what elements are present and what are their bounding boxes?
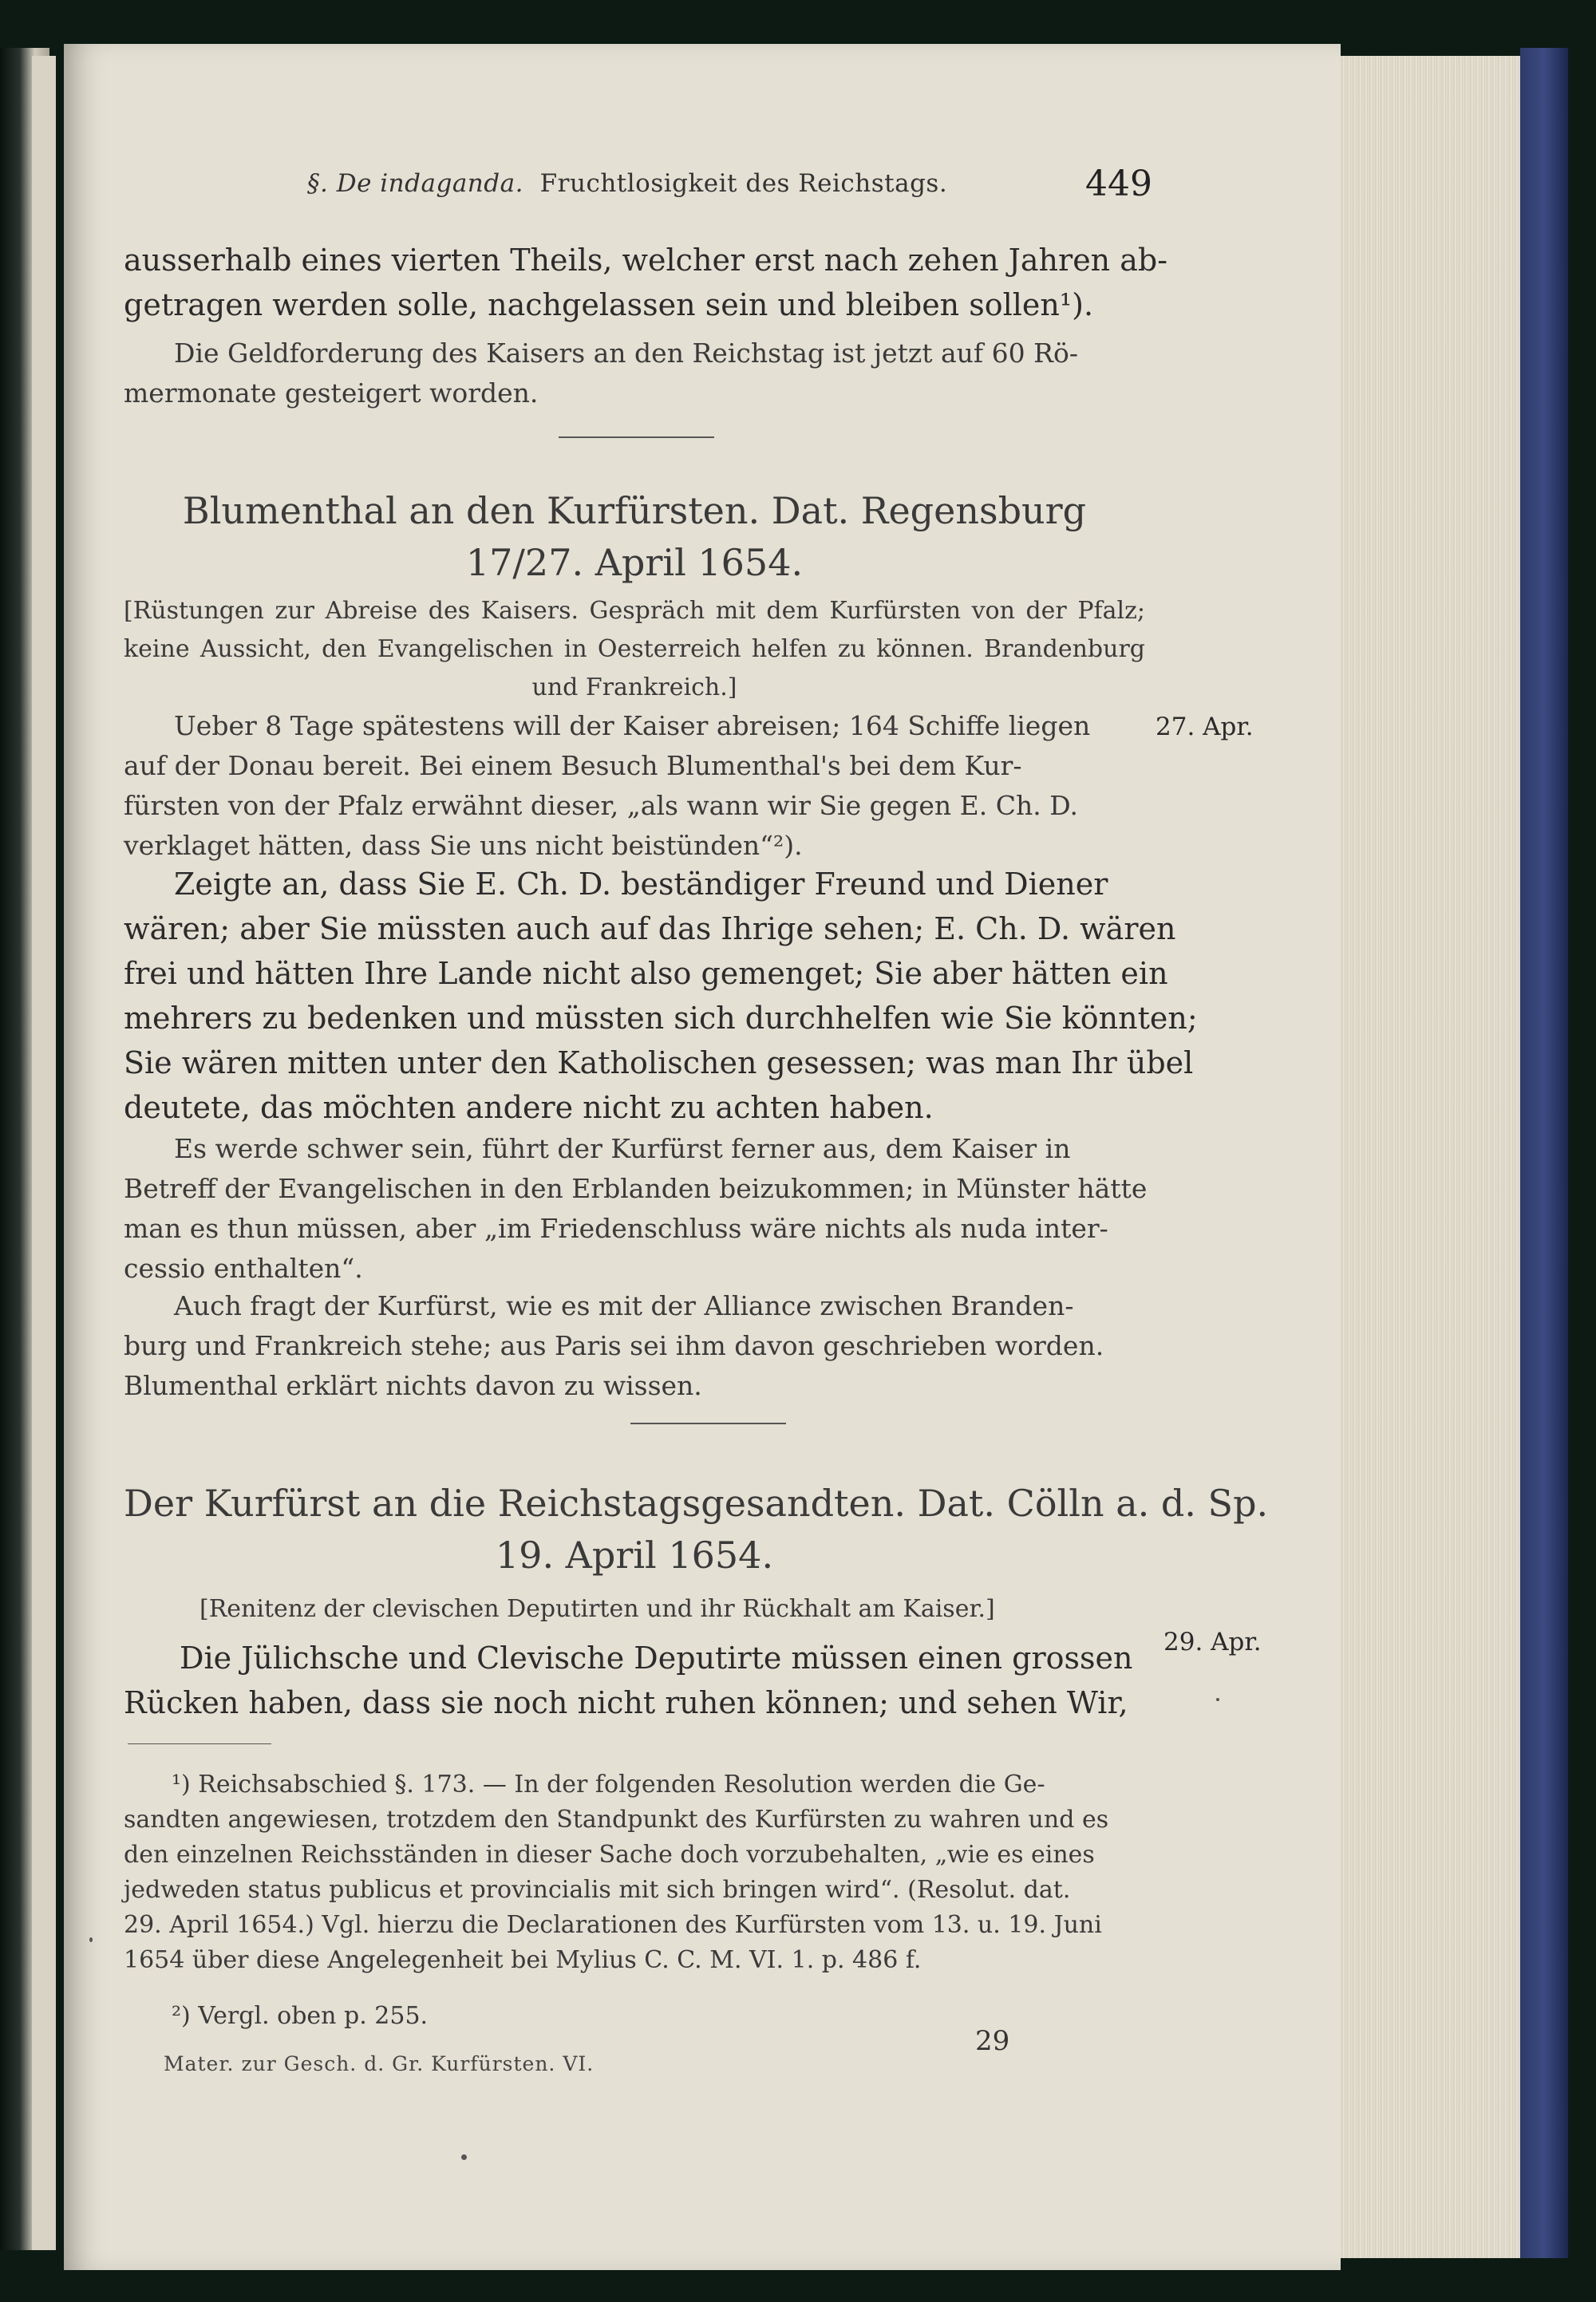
text-line: sandten angewiesen, trotzdem den Standpunkt des Kurfürsten zu wahren und es (124, 1806, 1109, 1834)
text-line: jedweden status publicus et provincialis mit sich bringen wird“. (Resolut. dat. (124, 1876, 1071, 1904)
letter-heading: Blumenthal an den Kurfürsten. Dat. Regensburg (182, 489, 1087, 532)
text-line: deutete, das möchten andere nicht zu achten haben. (124, 1090, 934, 1125)
text-line: ausserhalb eines vierten Theils, welcher erst nach zehen Jahren ab- (124, 243, 1168, 278)
text-line: mehrers zu bedenken und müssten sich durchhelfen wie Sie könnten; (124, 1001, 1198, 1036)
letter-summary: [Rüstungen zur Abreise des Kaisers. Gespräch mit dem Kurfürsten von der Pfalz; keine Aussicht, den Evangelischen in Oesterreich helfen zu können. Brandenburg und Frankreich.] (124, 597, 1145, 701)
text-line: cessio enthalten“. (124, 1253, 363, 1284)
text-line: man es thun müssen, aber „im Friedenschluss wäre nichts als nuda inter- (124, 1213, 1108, 1244)
text-line: 29. April 1654.) Vgl. hierzu die Declarationen des Kurfürsten vom 13. u. 19. Juni (124, 1911, 1102, 1939)
paragraph (124, 1129, 1148, 1289)
text-line: Betreff der Evangelischen in den Erblanden beizukommen; in Münster hätte (124, 1173, 1148, 1204)
text-line: Sie wären mitten unter den Katholischen gesessen; was man Ihr übel (124, 1045, 1194, 1080)
text-line: 1654 über diese Angelegenheit bei Mylius C. C. M. VI. 1. p. 486 f. (124, 1946, 922, 1974)
running-header (307, 169, 947, 198)
text-line: verklaget hätten, dass Sie uns nicht beistünden“²). (124, 830, 803, 861)
letter-date: 19. April 1654. (495, 1534, 774, 1577)
text-line: Ueber 8 Tage spätestens will der Kaiser abreisen; 164 Schiffe liegen (174, 710, 1091, 741)
letter-date: 17/27. April 1654. (465, 541, 804, 584)
margin-date: 27. Apr. (1156, 713, 1254, 741)
footnote-1 (124, 1767, 1153, 1978)
text-line: auf der Donau bereit. Bei einem Besuch Blumenthal's bei dem Kur- (124, 750, 1022, 781)
book-cover-edge (1520, 48, 1568, 2258)
sheet-number: 29 (975, 2025, 1010, 2057)
text-line: Die Jülichsche und Clevische Deputirte müssen einen grossen (180, 1641, 1133, 1676)
section-divider (559, 436, 714, 438)
text-line: Blumenthal erklärt nichts davon zu wissen. (124, 1370, 702, 1401)
text-line: getragen werden solle, nachgelassen sein und bleiben sollen¹). (124, 287, 1094, 322)
header-title: Fruchtlosigkeit des Reichstags. (539, 169, 948, 198)
text-line: frei und hätten Ihre Lande nicht also gemenget; Sie aber hätten ein (124, 956, 1168, 991)
text-line: Die Geldforderung des Kaisers an den Reichstag ist jetzt auf 60 Rö- (174, 338, 1078, 369)
text-line: ¹) Reichsabschied §. 173. — In der folgenden Resolution werden die Ge- (172, 1771, 1045, 1799)
previous-page-edge (32, 56, 56, 2250)
margin-date: 29. Apr. (1163, 1628, 1262, 1656)
quoted-paragraph (124, 862, 1198, 1130)
top-paragraph (124, 238, 1168, 327)
text-line: mermonate gesteigert worden. (124, 377, 539, 409)
footnote-rule (128, 1743, 271, 1744)
page-speck (1216, 1698, 1219, 1701)
paragraph (124, 1286, 1145, 1406)
paragraph (124, 1636, 1145, 1725)
footnote-2: ²) Vergl. oben p. 255. (172, 2002, 429, 2030)
letter-summary: [Renitenz der clevischen Deputirten und ihr Rückhalt am Kaiser.] (200, 1595, 995, 1623)
text-line: Rücken haben, dass sie noch nicht ruhen können; und sehen Wir, (124, 1685, 1128, 1720)
text-line: Zeigte an, dass Sie E. Ch. D. beständiger Freund und Diener (174, 867, 1108, 902)
page-edges (1329, 56, 1524, 2258)
text-line: den einzelnen Reichsständen in dieser Sache doch vorzubehalten, „wie es eines (124, 1841, 1095, 1869)
header-section: §. De indaganda. (307, 169, 523, 198)
text-line: fürsten von der Pfalz erwähnt dieser, „als wann wir Sie gegen E. Ch. D. (124, 790, 1078, 821)
text-line: wären; aber Sie müssten auch auf das Ihrige sehen; E. Ch. D. wären (124, 911, 1176, 946)
signature-mark: Mater. zur Gesch. d. Gr. Kurfürsten. VI. (164, 2052, 595, 2075)
page-number: 449 (1085, 164, 1152, 204)
text-line: Es werde schwer sein, führt der Kurfürst ferner aus, dem Kaiser in (174, 1133, 1071, 1164)
paragraph (124, 706, 1145, 866)
top-note (124, 334, 1195, 413)
text-line: Auch fragt der Kurfürst, wie es mit der Alliance zwischen Branden- (174, 1290, 1074, 1321)
letter-heading: Der Kurfürst an die Reichstagsgesandten. Dat. Cölln a. d. Sp. (124, 1482, 1269, 1525)
text-line: burg und Frankreich stehe; aus Paris sei ihm davon geschrieben worden. (124, 1330, 1104, 1361)
page-speck (89, 1937, 93, 1942)
section-divider (630, 1423, 786, 1424)
page-speck (461, 2154, 467, 2160)
